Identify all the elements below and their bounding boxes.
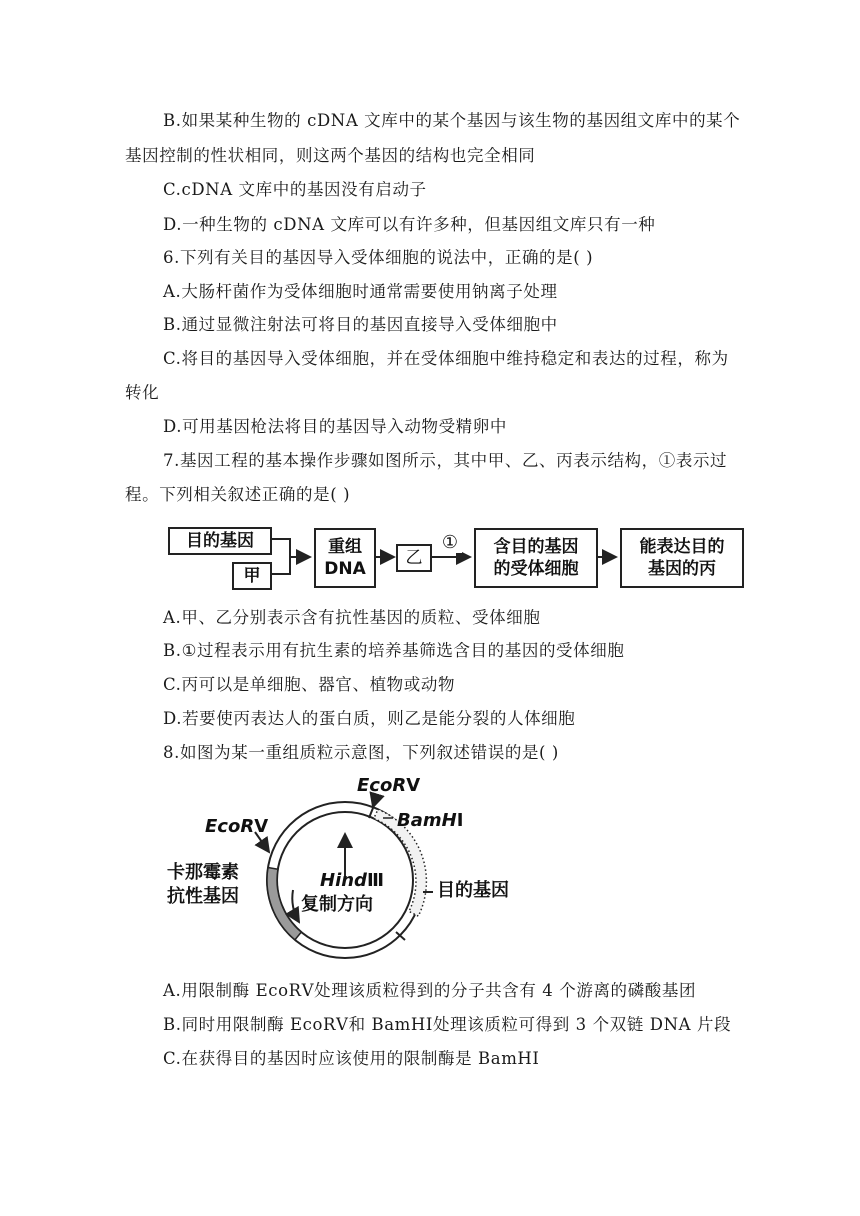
replication-direction-label: 复制方向: [301, 894, 373, 915]
text-line: 基因控制的性状相同，则这两个基因的结构也完全相同: [125, 146, 536, 165]
question-6: 6.下列有关目的基因导入受体细胞的说法中，正确的是( ): [163, 248, 594, 267]
option: D.若要使丙表达人的蛋白质，则乙是能分裂的人体细胞: [163, 709, 576, 728]
recomb-line1: 重组: [328, 537, 362, 557]
ecorv-left-text: EcoR: [205, 816, 255, 837]
bamhi-suffix: I: [456, 810, 464, 831]
ecorv-top-label: [357, 775, 420, 797]
bamhi-label: [397, 810, 463, 832]
target-gene-label: 目的基因: [437, 880, 509, 901]
option: B.通过显微注射法可将目的基因直接导入受体细胞中: [163, 315, 558, 334]
host-line1: 含目的基因: [493, 537, 579, 557]
express-line1: 能表达目的: [639, 537, 725, 557]
plasmid-diagram: [165, 772, 535, 968]
gene-box: 目的基因: [168, 527, 272, 555]
question-7: 7.基因工程的基本操作步骤如图所示，其中甲、乙、丙表示结构，①表示过: [163, 451, 728, 470]
text-line: C.cDNA 文库中的基因没有启动子: [163, 180, 427, 199]
flow-diagram: [168, 526, 758, 590]
option: B.①过程表示用有抗生素的培养基筛选含目的基因的受体细胞: [163, 641, 625, 660]
ecorv-top-text: EcoR: [357, 775, 407, 796]
text-line: B.如果某种生物的 cDNA 文库中的某个基因与该生物的基因组文库中的某个: [163, 111, 741, 130]
hindiii-text: Hind: [320, 870, 367, 891]
jia-box: 甲: [232, 562, 272, 590]
option: A.甲、乙分别表示含有抗性基因的质粒、受体细胞: [163, 608, 541, 627]
option: C.在获得目的基因时应该使用的限制酶是 BamHⅠ: [163, 1049, 540, 1068]
option: C.丙可以是单细胞、器官、植物或动物: [163, 675, 456, 694]
host-cell-box: [474, 528, 598, 588]
ecorv-top-suffix: V: [406, 775, 421, 796]
text-line: D.一种生物的 cDNA 文库可以有许多种，但基因组文库只有一种: [163, 215, 656, 234]
recombinant-dna-box: [314, 528, 376, 588]
option: A.大肠杆菌作为受体细胞时通常需要使用钠离子处理: [163, 282, 558, 301]
option: B.同时用限制酶 EcoRⅤ和 BamHⅠ处理该质粒可得到 3 个双链 DNA 片段: [163, 1015, 732, 1034]
host-line2: 的受体细胞: [493, 559, 579, 579]
option: D.可用基因枪法将目的基因导入动物受精卵中: [163, 417, 507, 436]
bamhi-text: BamH: [397, 810, 457, 831]
option: A.用限制酶 EcoRⅤ处理该质粒得到的分子共含有 4 个游离的磷酸基团: [163, 981, 697, 1000]
express-line2: 基因的丙: [648, 559, 716, 579]
step-label: ①: [438, 533, 462, 553]
hindiii-suffix: Ⅲ: [366, 870, 384, 891]
ecorv-left-label: [205, 816, 268, 838]
text-line: 程。下列相关叙述正确的是( ): [125, 485, 351, 504]
ecorv-left-suffix: V: [254, 816, 269, 837]
express-box: [620, 528, 744, 588]
yi-box: 乙: [396, 544, 432, 572]
recomb-line2: DNA: [324, 559, 366, 579]
hindiii-label: [320, 870, 384, 892]
text-line: 转化: [125, 383, 160, 402]
kanamycin-label-1: 卡那霉素: [167, 862, 239, 883]
kanamycin-label-2: 抗性基因: [167, 886, 239, 907]
question-8: 8.如图为某一重组质粒示意图，下列叙述错误的是( ): [163, 743, 559, 762]
option: C.将目的基因导入受体细胞，并在受体细胞中维持稳定和表达的过程，称为: [163, 349, 729, 368]
